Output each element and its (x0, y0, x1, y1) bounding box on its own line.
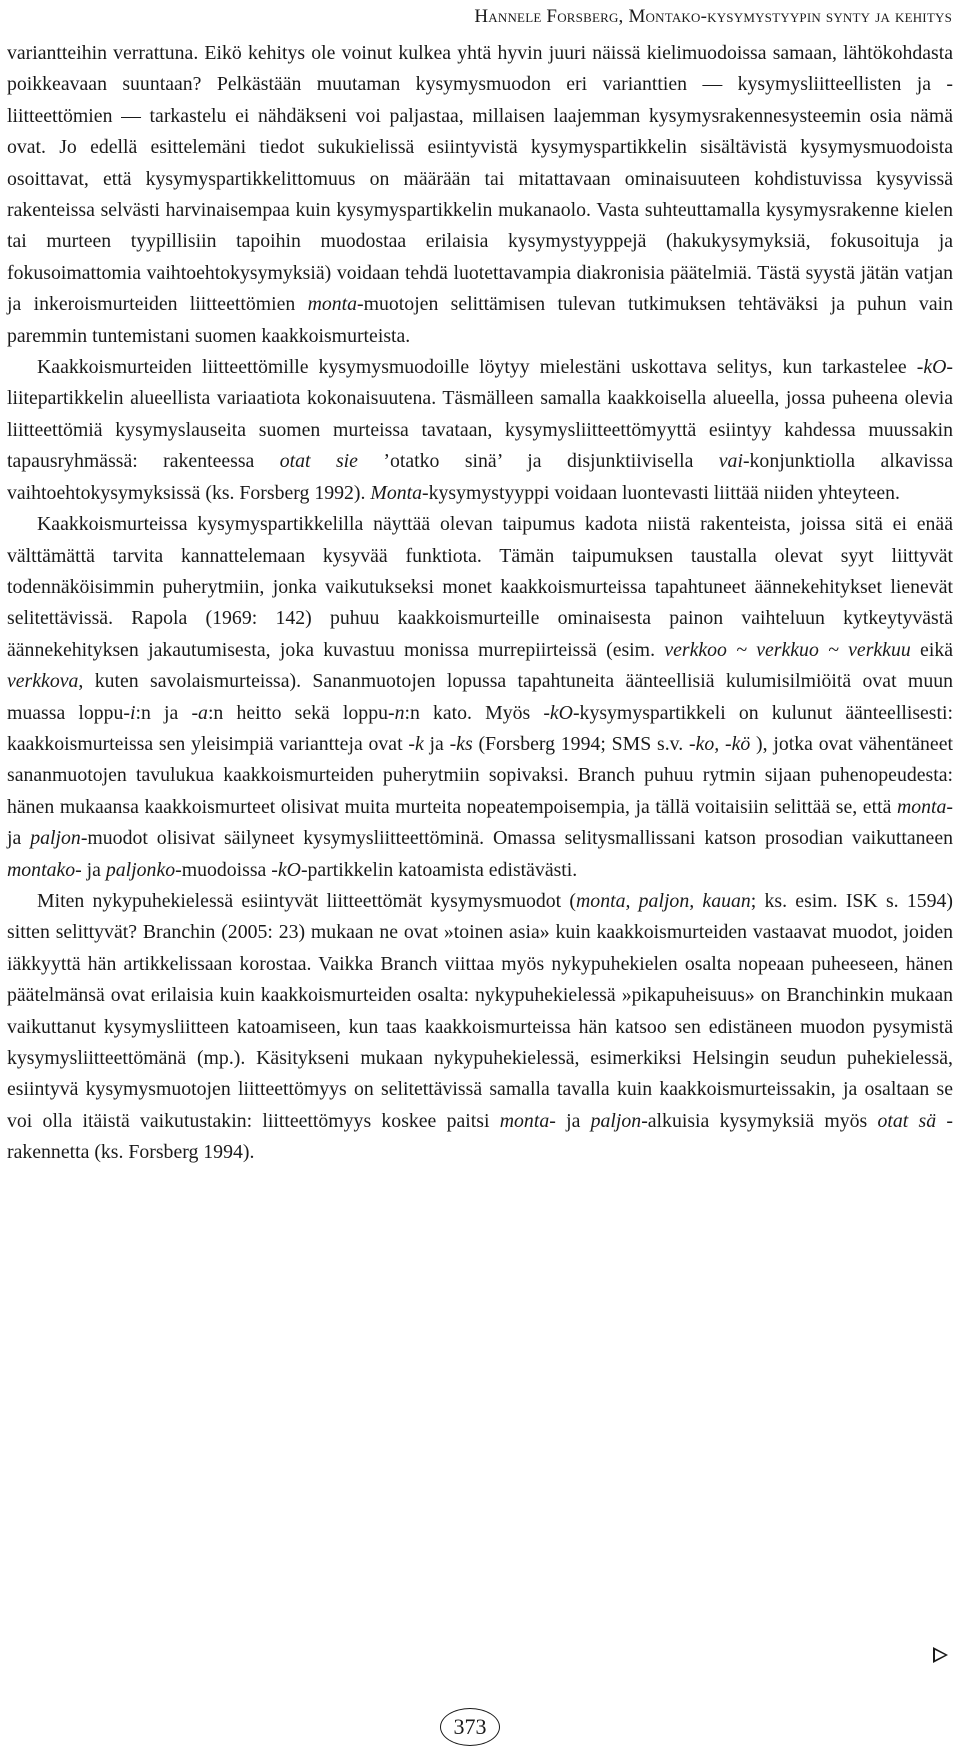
text-run: -konjunktiolla alkavissa vaihtoehtokysymyksissä (ks. Forsberg 1992). (7, 450, 953, 504)
text-run: :n heitto sekä loppu- (207, 701, 395, 724)
italic-term: i (130, 701, 136, 724)
text-run: ja (7, 827, 31, 850)
italic-term: otat sie (279, 450, 358, 473)
italic-term: paljon (30, 827, 81, 850)
page-number: 373 (453, 1714, 487, 1739)
running-head: Hannele Forsberg, Montako-kysymystyypin synty ja kehitys (474, 6, 952, 27)
italic-term: montako- (7, 858, 82, 881)
page-number-oval (440, 1708, 500, 1746)
text-run: -liitepartikkelin alueellista variaatiota kokonaisuutena. Täsmälleen samalla kaakkoisella alueella, jossa puheena olevia liitteettömiä kysymyslauseita suomen murteissa tavataan, kysymysliitteettömyyttä esiintyy kahdessa muussakin tapausryhmässä: rakenteessa (7, 356, 953, 473)
text-run: -alkuisia kysymyksiä myös (641, 1109, 878, 1132)
italic-term: -k (408, 732, 424, 755)
body-paragraph (7, 886, 953, 1169)
text-run: ; ks. esim. ISK s. 1594) sitten selittyvät? Branchin (2005: 23) mukaan ne ovat »toinen asia» kuin kaakkoismurteiden vastaavat muodot, joiden iäkkyyttä hän artikkelissaan korostaa. Vaikka Branch viittaa myös nykypuhekielen osalta nopeaan puheeseen, hänen päätelmänsä ovat erilaisia kuin kaakkoismurteiden osalta: nykypuhekielessä »pikapuheisuus» on Branchinkin mukaan vaikuttanut kysymysliitteen katoamiseen, kun taas kaakkoismurteissa hän katsoo sen edistäneen muodon pysymistä kysymysliitteettömänä (mp.). Käsitykseni mukaan nykypuhekielessä, esimerkiksi Helsingin seudun puhekielessä, esiintyvä kysymysmuotojen liitteettömyys on selitettävissä samalla tavalla kuin kaakkoismurteissakin, ja osaltaan se voi olla itäistä vaikutustakin: liitteettömyys koskee paitsi (7, 889, 954, 1132)
italic-term: -kO (271, 858, 301, 881)
italic-term: verkkova (7, 670, 79, 693)
italic-term: -ks (449, 732, 473, 755)
italic-term: monta (307, 293, 358, 316)
text-run: eikä (910, 638, 953, 661)
text-run: ja (423, 732, 450, 755)
text-run: -partikkelin katoamista edistävästi. (300, 858, 578, 881)
body-paragraph (7, 352, 953, 509)
text-run: -kysymyspartikkeli on kulunut äänteellisesti: kaakkoismurteissa sen yleisimpiä variantteja ovat (7, 701, 953, 755)
italic-term: -a (191, 701, 208, 724)
text-run: -kysymystyyppi voidaan luontevasti liittää niiden yhteyteen. (422, 481, 900, 504)
italic-term: paljonko (105, 858, 176, 881)
italic-term: n (394, 701, 405, 724)
italic-term: vai (718, 450, 743, 473)
body-paragraph (7, 38, 953, 352)
body-text (7, 38, 953, 1169)
text-run: (Forsberg 1994; SMS s.v. (472, 732, 689, 755)
italic-term: monta- (896, 795, 953, 818)
text-run: -muodoissa (175, 858, 272, 881)
italic-term: monta, paljon, kauan (576, 889, 751, 912)
italic-term: -kO (543, 701, 573, 724)
italic-term: -ko, -kö (689, 732, 751, 755)
text-run: -muodot olisivat säilyneet kysymysliitteettöminä. Omassa selitysmallissani katson prosodian vaikuttaneen (80, 827, 953, 850)
text-run: ja (81, 858, 106, 881)
body-paragraph (7, 509, 953, 886)
next-page-triangle-icon (933, 1647, 948, 1663)
text-run: Kaakkoismurteissa kysymyspartikkelilla näyttää olevan taipumus kadota niistä rakenteista, joissa sitä ei enää välttämättä tarvita kannattelemaan kysyvää funktiota. Tämän taipumuksen taustalla olevat syyt liittyvät todennäköisimmin puherytmiin, jonka vaikutukseksi monet kaakkoismurteissa tapahtuneet äännekehitykset lienevät selitettävissä. Rapola (1969: 142) puhuu kaakkoismurteille ominaisesta painon vaihteluun kytkeytyvästä äännekehityksen jakautumisesta, joka kuvastuu monissa murrepiirteissä (esim. (7, 513, 953, 661)
italic-term: -kO (916, 356, 947, 379)
italic-term: monta- (499, 1109, 556, 1132)
text-run: , kuten savolaismurteissa). Sananmuotojen lopussa tapahtuneita äänteellisiä kulumisilmiöitä ovat muun muassa loppu- (7, 670, 953, 724)
text-run: :n kato. Myös (404, 701, 544, 724)
italic-term: paljon (590, 1109, 642, 1132)
text-run: -rakennetta (ks. Forsberg 1994). (7, 1109, 954, 1164)
text-run: ja (555, 1109, 591, 1132)
text-run: -muotojen selittämisen tulevan tutkimuksen tehtäväksi ja puhun vain paremmin tuntemistani suomen kaakkoismurteista. (7, 293, 953, 347)
italic-term: Monta (370, 481, 423, 504)
italic-term: verkkoo ~ verkkuo ~ verkkuu (664, 638, 911, 661)
text-run: Kaakkoismurteiden liitteettömille kysymysmuodoille löytyy mielestäni uskottava selitys, kun tarkastelee (37, 356, 917, 379)
text-run: Miten nykypuhekielessä esiintyvät liitteettömät kysymysmuodot ( (37, 889, 577, 912)
text-run: variantteihin verrattuna. Eikö kehitys ole voinut kulkea yhtä hyvin juuri näissä kielimuodoissa samaan, lähtökohdasta poikkeavaan suuntaan? Pelkästään muutaman kysymysmuodon eri varianttien — kysymysliitteellisten ja -liitteettömien — tarkastelu ei nähdäkseni voi paljastaa, millaisen laajemman kysymysrakennesysteemin osia nämä ovat. Jo edellä esittelemäni tiedot sukukielissä esiintyvistä kysymyspartikkelin sisältävistä kysymysmuodoista osoittavat, että kysymyspartikkelittomuus on määrään tai mitattavaan ominaisuuteen kohdistuvissa kysyvissä rakenteissa selvästi harvinaisempaa kuin kysymyspartikkelin mukanaolo. Vasta suhteuttamalla kysymysrakenne kielen tai murteen tyypillisiin tapoihin muodostaa erilaisia kysymystyyppejä (hakukysymyksiä, fokusoituja ja fokusoimattomia vaihtoehtokysymyksiä) voidaan tehdä luotettavampia diakronisia päätelmiä. Tästä syystä jätän vatjan ja inkeroismurteiden liitteettömien (7, 42, 953, 316)
italic-term: otat sä (877, 1109, 937, 1132)
text-run: ’otatko sinä’ ja disjunktiivisella (357, 450, 719, 473)
text-run: ), jotka ovat vähentäneet sananmuotojen tavulukua kaakkoismurteiden puherytmiin sopivaksi. Branch puhuu rytmin sijaan puhenopeudesta: hänen mukaansa kaakkoismurteet olisivat muita murteita nopeatempoisempia, ja tällä voitaisiin selittää se, että (7, 732, 953, 818)
text-run: :n ja (135, 701, 192, 724)
